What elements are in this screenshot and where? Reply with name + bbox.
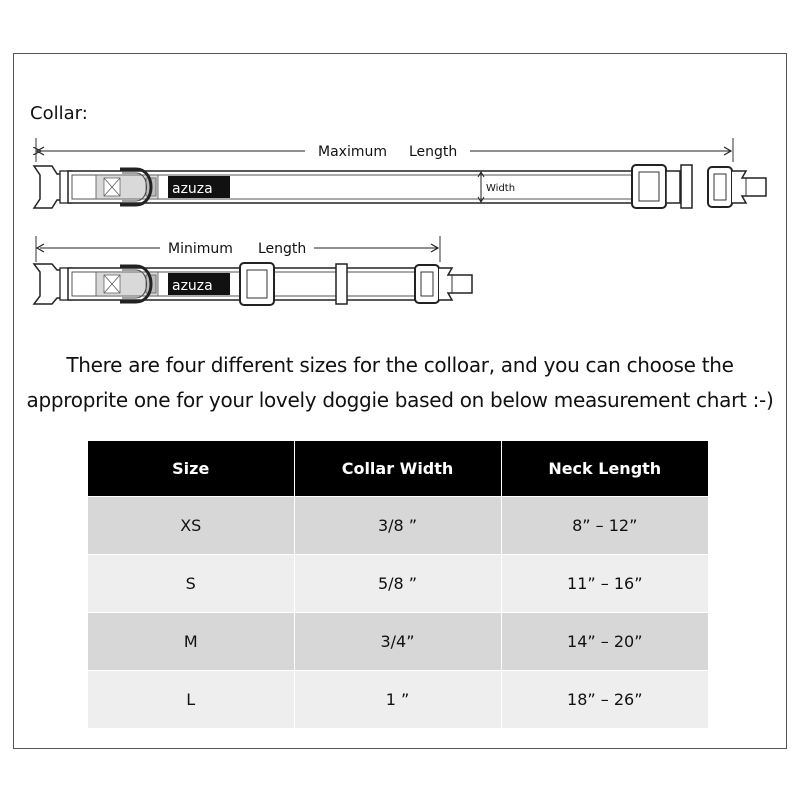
header-size: Size (88, 441, 294, 497)
cell-neck-length: 18” – 26” (501, 671, 708, 729)
table-row (88, 613, 708, 671)
max-label-word1: Maximum (318, 144, 387, 160)
header-collar-width: Collar Width (294, 441, 501, 497)
cell-neck-length: 11” – 16” (501, 555, 708, 613)
collar-diagram (0, 0, 800, 340)
cell-size: S (88, 555, 294, 613)
description-line-2: approprite one for your lovely doggie based on below measurement chart :-) (26, 388, 774, 412)
max-brand-label: azuza (172, 181, 213, 197)
table-header-row (88, 441, 708, 497)
min-length-dimension (36, 236, 440, 262)
cell-collar-width: 5/8 ” (294, 555, 501, 613)
cell-neck-length: 14” – 20” (501, 613, 708, 671)
cell-neck-length: 8” – 12” (501, 497, 708, 555)
page-title: Collar: (30, 103, 88, 124)
size-chart-table (88, 441, 708, 728)
description-line-1: There are four different sizes for the colloar, and you can choose the (66, 353, 734, 377)
cell-size: XS (88, 497, 294, 555)
max-length-dimension (36, 138, 733, 162)
cell-collar-width: 1 ” (294, 671, 501, 729)
header-neck-length: Neck Length (501, 441, 708, 497)
table-row (88, 555, 708, 613)
min-collar (34, 263, 472, 305)
cell-collar-width: 3/8 ” (294, 497, 501, 555)
min-label-word2: Length (258, 241, 307, 257)
description (20, 348, 780, 418)
cell-collar-width: 3/4” (294, 613, 501, 671)
table-row (88, 671, 708, 729)
table-row (88, 497, 708, 555)
cell-size: L (88, 671, 294, 729)
width-label: Width (486, 183, 516, 194)
min-brand-label: azuza (172, 278, 213, 294)
max-collar (34, 165, 766, 208)
cell-size: M (88, 613, 294, 671)
min-label-word1: Minimum (168, 241, 233, 257)
max-label-word2: Length (409, 144, 458, 160)
